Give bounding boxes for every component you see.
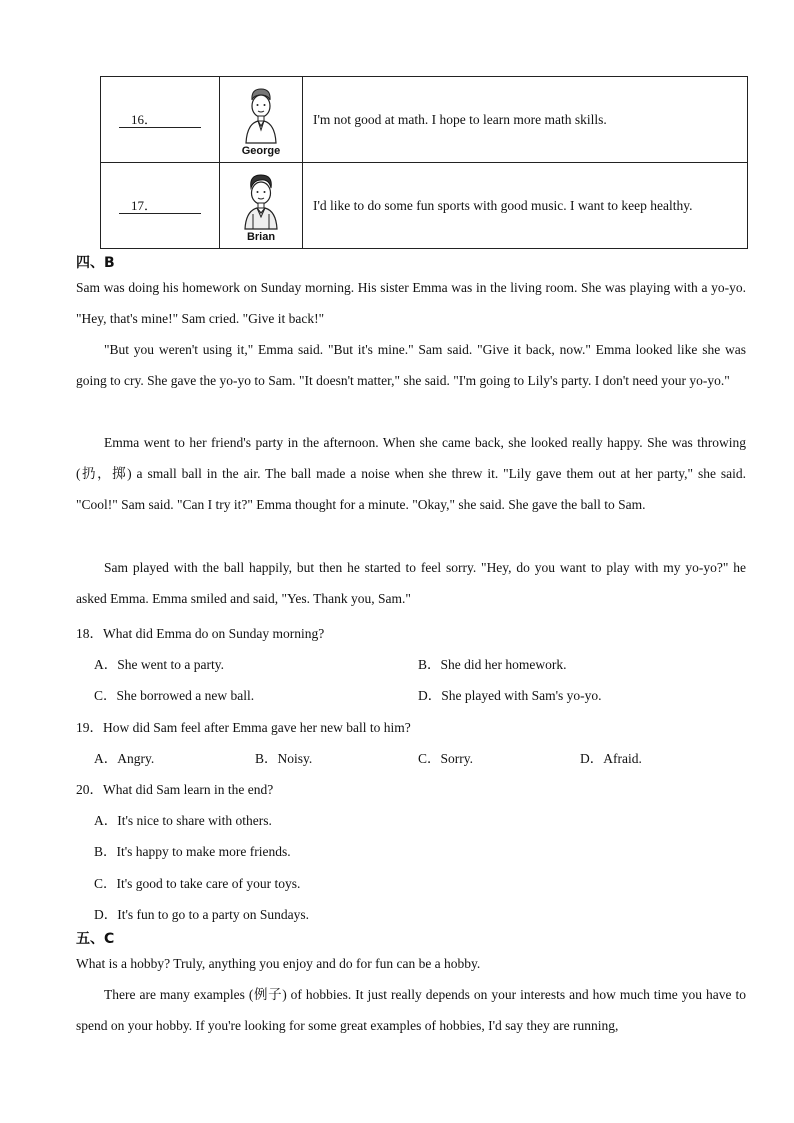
section-heading-c: 五、C	[76, 931, 115, 947]
option-19b[interactable]: B．Noisy.	[255, 751, 313, 766]
passage-paragraph: "But you weren't using it," Emma said. "But it's mine." Sam said. "Give it back, now." Emma looked like she was going to cry. She gave the yo-yo to Sam. "It doesn't matter," she said. "I'm going to Lily's party. I don't need your yo-yo."	[76, 342, 746, 388]
option-18b[interactable]: B．She did her homework.	[418, 657, 567, 672]
option-20b[interactable]: B．It's happy to make more friends.	[94, 844, 291, 859]
boy-portrait-icon	[243, 86, 279, 144]
option-19a[interactable]: A．Angry.	[94, 751, 155, 766]
question-20: 20．What did Sam learn in the end?	[76, 782, 274, 797]
table-row	[101, 77, 748, 163]
table-row	[101, 163, 748, 249]
boy-portrait-icon	[241, 172, 281, 230]
answer-blank-16[interactable]: 16．	[101, 77, 220, 163]
option-18d[interactable]: D．She played with Sam's yo-yo.	[418, 688, 602, 703]
option-18a[interactable]: A．She went to a party.	[94, 657, 224, 672]
option-20d[interactable]: D．It's fun to go to a party on Sundays.	[94, 907, 310, 922]
option-19c[interactable]: C．Sorry.	[418, 751, 474, 766]
question-18: 18．What did Emma do on Sunday morning?	[76, 626, 325, 641]
option-19d[interactable]: D．Afraid.	[580, 751, 642, 766]
passage-paragraph: What is a hobby? Truly, anything you enjoy and do for fun can be a hobby.	[76, 956, 481, 971]
portrait-george	[220, 77, 303, 163]
person-name: Brian	[246, 231, 276, 243]
section-heading-b: 四、B	[76, 255, 115, 271]
person-quote: I'm not good at math. I hope to learn more math skills.	[303, 77, 748, 163]
portrait-brian	[220, 163, 303, 249]
option-18c[interactable]: C．She borrowed a new ball.	[94, 688, 255, 703]
question-19: 19．How did Sam feel after Emma gave her new ball to him?	[76, 720, 411, 735]
passage-paragraph: Emma went to her friend's party in the afternoon. When she came back, she looked really happy. She was throwing (扔，掷) a small ball in the air. The ball made a noise when she threw it. "Lily gave them out at her party," she said. "Cool!" Sam said. "Can I try it?" Emma thought for a minute. "Okay," she said. She gave the ball to Sam.	[76, 435, 746, 512]
person-quote: I'd like to do some fun sports with good music. I want to keep healthy.	[303, 163, 748, 249]
matching-table	[100, 76, 748, 249]
option-20a[interactable]: A．It's nice to share with others.	[94, 813, 272, 828]
passage-paragraph: There are many examples (例子) of hobbies. It just really depends on your interests and how much time you have to spend on your hobby. If you're looking for some great examples of hobbies, I'd say they are running,	[76, 987, 746, 1033]
passage-paragraph: Sam played with the ball happily, but then he started to feel sorry. "Hey, do you want to play with my yo-yo?" he asked Emma. Emma smiled and said, "Yes. Thank you, Sam."	[76, 560, 746, 606]
passage-paragraph: Sam was doing his homework on Sunday morning. His sister Emma was in the living room. She was playing with a yo-yo. "Hey, that's mine!" Sam cried. "Give it back!"	[76, 280, 746, 326]
option-20c[interactable]: C．It's good to take care of your toys.	[94, 876, 301, 891]
person-name: George	[241, 145, 281, 157]
answer-blank-17[interactable]: 17．	[101, 163, 220, 249]
